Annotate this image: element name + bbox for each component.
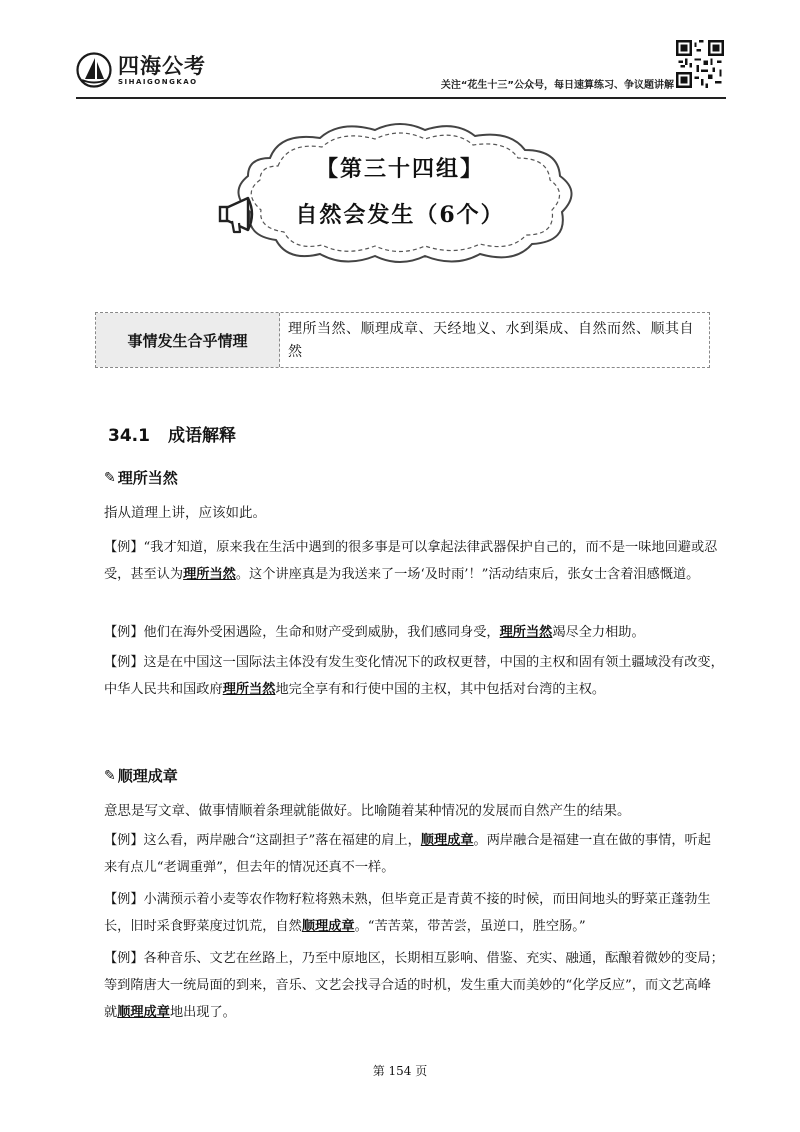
- group-title: 【第三十四组】: [315, 156, 484, 182]
- example-text: 【例】这么看，两岸融合“这副担子”落在福建的肩上，: [104, 833, 421, 848]
- section-number: 34.1: [108, 426, 150, 446]
- topic-title: 自然会发生（6个）: [295, 202, 505, 228]
- pencil-icon: ✎: [104, 767, 116, 784]
- idiom-highlight: 顺理成章: [420, 833, 474, 848]
- summary-label: 事情发生合乎情理: [96, 313, 280, 367]
- idiom-highlight: 理所当然: [499, 625, 553, 640]
- idiom-name: 理所当然: [117, 469, 178, 487]
- example-text: 【例】小满预示着小麦等农作物籽粒将熟未熟，但毕竟正是青黄不接的时候，而田间地头的野菜正蓬勃生长，旧时采食野菜度过饥荒，自然: [104, 892, 711, 934]
- page-header: [0, 0, 800, 100]
- example-paragraph: [104, 945, 724, 1026]
- example-paragraph: [104, 534, 724, 588]
- example-text: 【例】他们在海外受困遇险，生命和财产受到威胁，我们感同身受，: [104, 625, 500, 640]
- example-text: 竭尽全力相助。: [552, 625, 645, 640]
- summary-value: 理所当然、顺理成章、天经地义、水到渠成、自然而然、顺其自然: [288, 321, 694, 360]
- summary-table: [95, 312, 710, 368]
- example-text: 。“苦苦菜，带苦尝，虽逆口，胜空肠。”: [354, 919, 586, 934]
- idiom-heading: [104, 765, 178, 786]
- example-text: 【例】各种音乐、文艺在丝路上，乃至中原地区，长期相互影响、借鉴、充实、融通，酝酿着微妙的变局；等到隋唐大一统局面的到来，音乐、文艺会找寻合适的时机，发生重大而美妙的“化学反应”，而文艺高峰就: [104, 951, 724, 1020]
- example-paragraph: [104, 886, 724, 940]
- pencil-icon: ✎: [104, 469, 116, 486]
- example-text: 【例】这是在中国这一国际法主体没有发生变化情况下的政权更替，中国的主权和固有领土疆域没有改变，中华人民共和国政府: [104, 655, 724, 697]
- logo-title: 四海公考: [118, 53, 206, 78]
- example-paragraph: [104, 649, 724, 703]
- section-title: 成语解释: [167, 426, 236, 446]
- idiom-highlight: 理所当然: [183, 567, 236, 582]
- example-paragraph: [104, 619, 724, 646]
- idiom-highlight: 顺理成章: [301, 919, 355, 934]
- title-banner: [210, 118, 590, 266]
- header-divider: [76, 97, 726, 99]
- idiom-definition: 意思是写文章、做事情顺着条理就能做好。比喻随着某种情况的发展而自然产生的结果。: [104, 803, 631, 819]
- logo-subtitle: SIHAIGONGKAO: [118, 77, 198, 86]
- page-number: 第 154 页: [372, 1064, 428, 1078]
- example-paragraph: [104, 827, 724, 881]
- example-text: 【例】“我才知道，原来我在生活中遇到的很多事是可以拿起法律武器保护自己的，而不是一味地回避或忍受，甚至认为: [104, 540, 718, 582]
- idiom-heading: [104, 467, 178, 488]
- example-text: 。这个讲座真是为我送来了一场‘及时雨’！”活动结束后，张女士含着泪感慨道。: [235, 567, 700, 582]
- idiom-highlight: 理所当然: [222, 682, 276, 697]
- idiom-definition: 指从道理上讲，应该如此。: [104, 505, 266, 521]
- sail-logo-icon: [76, 52, 112, 88]
- header-note: 关注“花生十三”公众号，每日速算练习、争议题讲解: [440, 80, 674, 91]
- idiom-name: 顺理成章: [117, 767, 178, 785]
- logo: [76, 52, 206, 88]
- cloud-frame: [210, 118, 590, 266]
- qr-code-icon: [676, 40, 724, 88]
- example-text: 地出现了。: [169, 1005, 236, 1020]
- example-text: 。两岸融合是福建一直在做的事情，听起来有点儿“老调重弹”，但去年的情况还真不一样。: [104, 833, 711, 875]
- example-text: 地完全享有和行使中国的主权，其中包括对台湾的主权。: [275, 682, 606, 697]
- idiom-highlight: 顺理成章: [117, 1005, 170, 1020]
- section-heading: [108, 421, 236, 446]
